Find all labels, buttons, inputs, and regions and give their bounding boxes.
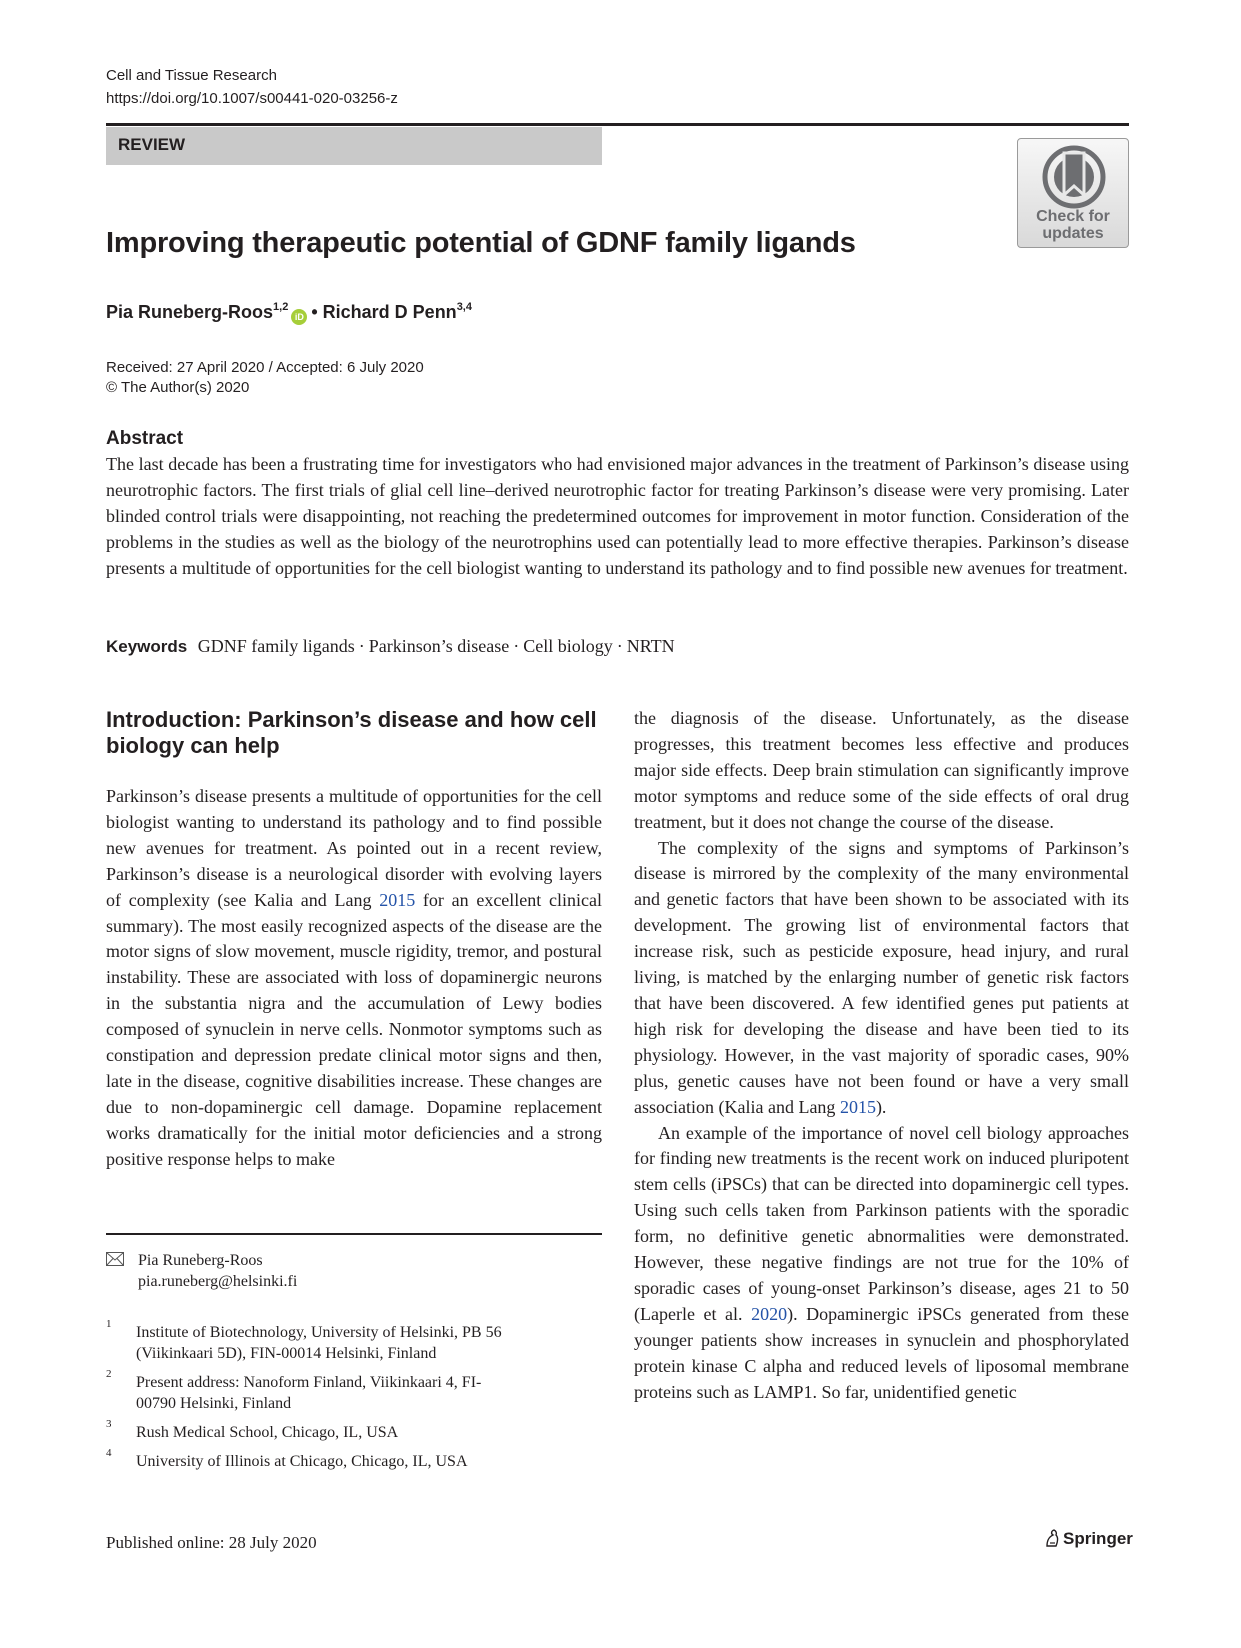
keyword-separator: · xyxy=(616,636,623,656)
check-for-updates-label: Check for updates xyxy=(1036,208,1110,242)
affiliation-text: Institute of Biotechnology, University of Helsinki, PB 56 (Viikinkaari 5D), FIN-00014 Helsinki, Finland xyxy=(136,1324,502,1362)
paragraph: The complexity of the signs and symptoms of Parkinson’s disease is mirrored by the complexity of the many environmental and genetic factors that have been shown to be associated with its development. The growing list of environmental factors that increase risk, such as pesticide exposure, head injury, and rural living, is matched by the enlarging number of genetic risk factors that have been discovered. A few identified genes put patients at high risk for developing the disease and have been tied to its physiology. However, in the vast majority of sporadic cases, 90% plus, genetic causes have not been found or have a very small association (Kalia and Lang 2015). xyxy=(634,837,1129,1117)
orcid-icon[interactable]: iD xyxy=(291,309,307,325)
author-name[interactable]: Richard D Penn xyxy=(322,302,457,322)
article-title: Improving therapeutic potential of GDNF family ligands xyxy=(106,227,856,259)
corresponding-author-email[interactable]: pia.runeberg@helsinki.fi xyxy=(138,1273,298,1290)
affiliation-number: 3 xyxy=(106,1418,112,1430)
keyword: Parkinson’s disease xyxy=(368,636,510,656)
body-column-left xyxy=(106,784,602,1173)
citation-link[interactable]: 2015 xyxy=(379,889,416,910)
affiliation-number: 2 xyxy=(106,1368,112,1380)
affiliation-number: 1 xyxy=(106,1318,112,1330)
keyword: GDNF family ligands xyxy=(197,636,355,656)
keyword: Cell biology xyxy=(523,636,613,656)
doi-link[interactable]: https://doi.org/10.1007/s00441-020-03256-z xyxy=(106,90,398,107)
paragraph: An example of the importance of novel cell biology approaches for finding new treatments is the recent work on induced pluripotent stem cells (iPSCs) that can be directed into dopaminergic cell types. Using such cells taken from Parkinson patients with the sporadic form, no definitive genetic abnormalities were demonstrated. However, these negative findings are not true for the 10% of sporadic cases of young-onset Parkinson’s disease, ages 21 to 50 (Laperle et al. 2020). Dopaminergic iPSCs generated from these younger patients show increases in synuclein and phosphorylated protein kinase C alpha and reduced levels of liposomal membrane proteins such as LAMP1. So far, unidentified genetic xyxy=(634,1122,1129,1402)
received-accepted-dates: Received: 27 April 2020 / Accepted: 6 July 2020 xyxy=(106,359,424,376)
paragraph: the diagnosis of the disease. Unfortunately, as the disease progresses, this treatment becomes less effective and produces major side effects. Deep brain stimulation can significantly improve motor symptoms and reduce some of the side effects of oral drug treatment, but it does not change the course of the disease. xyxy=(634,708,1129,832)
author-affiliation-marks: 3,4 xyxy=(456,301,472,313)
body-column-right xyxy=(634,706,1129,1405)
affiliation-text: Rush Medical School, Chicago, IL, USA xyxy=(136,1424,399,1441)
citation-link[interactable]: 2015 xyxy=(839,1096,876,1117)
citation-link[interactable]: 2020 xyxy=(751,1303,788,1324)
abstract-text: The last decade has been a frustrating time for investigators who had envisioned major advances in the treatment of Parkinson’s disease using neurotrophic factors. The first trials of glial cell line–derived neurotrophic factor for treating Parkinson’s disease were very promising. Later blinded control trials were disappointing, not reaching the predetermined outcomes for improvement in motor function. Consideration of the problems in the studies as well as the biology of the neurotrophins used can potentially lead to more effective therapies. Parkinson’s disease presents a multitude of opportunities for the cell biologist wanting to understand its pathology and to find possible new avenues for treatment. xyxy=(106,454,1129,578)
publisher-name: Springer xyxy=(1063,1529,1133,1548)
copyright-line: © The Author(s) 2020 xyxy=(106,379,250,396)
affiliation-number: 4 xyxy=(106,1447,112,1459)
keywords xyxy=(106,634,675,659)
section-heading: Introduction: Parkinson’s disease and how cell biology can help xyxy=(106,707,597,758)
author-list xyxy=(106,296,472,325)
envelope-icon xyxy=(106,1252,124,1271)
affiliation-text: University of Illinois at Chicago, Chicago, IL, USA xyxy=(136,1453,468,1470)
author-affiliation-marks: 1,2 xyxy=(273,301,289,313)
publisher-logo xyxy=(1044,1527,1133,1551)
footnote-rule xyxy=(106,1233,602,1235)
journal-name: Cell and Tissue Research xyxy=(106,67,277,84)
abstract-heading: Abstract xyxy=(106,428,184,449)
author-name[interactable]: Pia Runeberg-Roos xyxy=(106,302,274,322)
published-online-date: Published online: 28 July 2020 xyxy=(106,1533,317,1552)
keyword-separator: · xyxy=(358,636,365,656)
paragraph: Parkinson’s disease presents a multitude of opportunities for the cell biologist wanting to understand its pathology and to find possible new avenues for treatment. As pointed out in a recent review, Parkinson’s disease is a neurological disorder with evolving layers of complexity (see Kalia and Lang 2015 for an excellent clinical summary). The most easily recognized aspects of the disease are the motor signs of slow movement, muscle rigidity, tremor, and postural instability. These are associated with loss of dopaminergic neurons in the substantia nigra and the accumulation of Lewy bodies composed of synuclein in nerve cells. Nonmotor symptoms such as constipation and depression predate clinical motor signs and then, late in the disease, cognitive disabilities increase. These changes are due to non-dopaminergic cell damage. Dopamine replacement works dramatically for the initial motor deficiencies and a strong positive response helps to make xyxy=(106,786,602,1169)
keyword-separator: · xyxy=(513,636,520,656)
keyword: NRTN xyxy=(626,636,675,656)
check-for-updates-button[interactable] xyxy=(1017,138,1129,248)
top-rule xyxy=(106,123,1129,126)
springer-horse-icon xyxy=(1044,1528,1060,1548)
corresponding-author-name: Pia Runeberg-Roos xyxy=(138,1252,263,1269)
author-separator: • xyxy=(311,302,318,322)
keywords-label: Keywords xyxy=(106,637,188,656)
bookmark-icon xyxy=(1042,145,1106,209)
section-label: REVIEW xyxy=(118,135,186,154)
affiliation-text: Present address: Nanoform Finland, Viikinkaari 4, FI-00790 Helsinki, Finland xyxy=(136,1374,482,1412)
